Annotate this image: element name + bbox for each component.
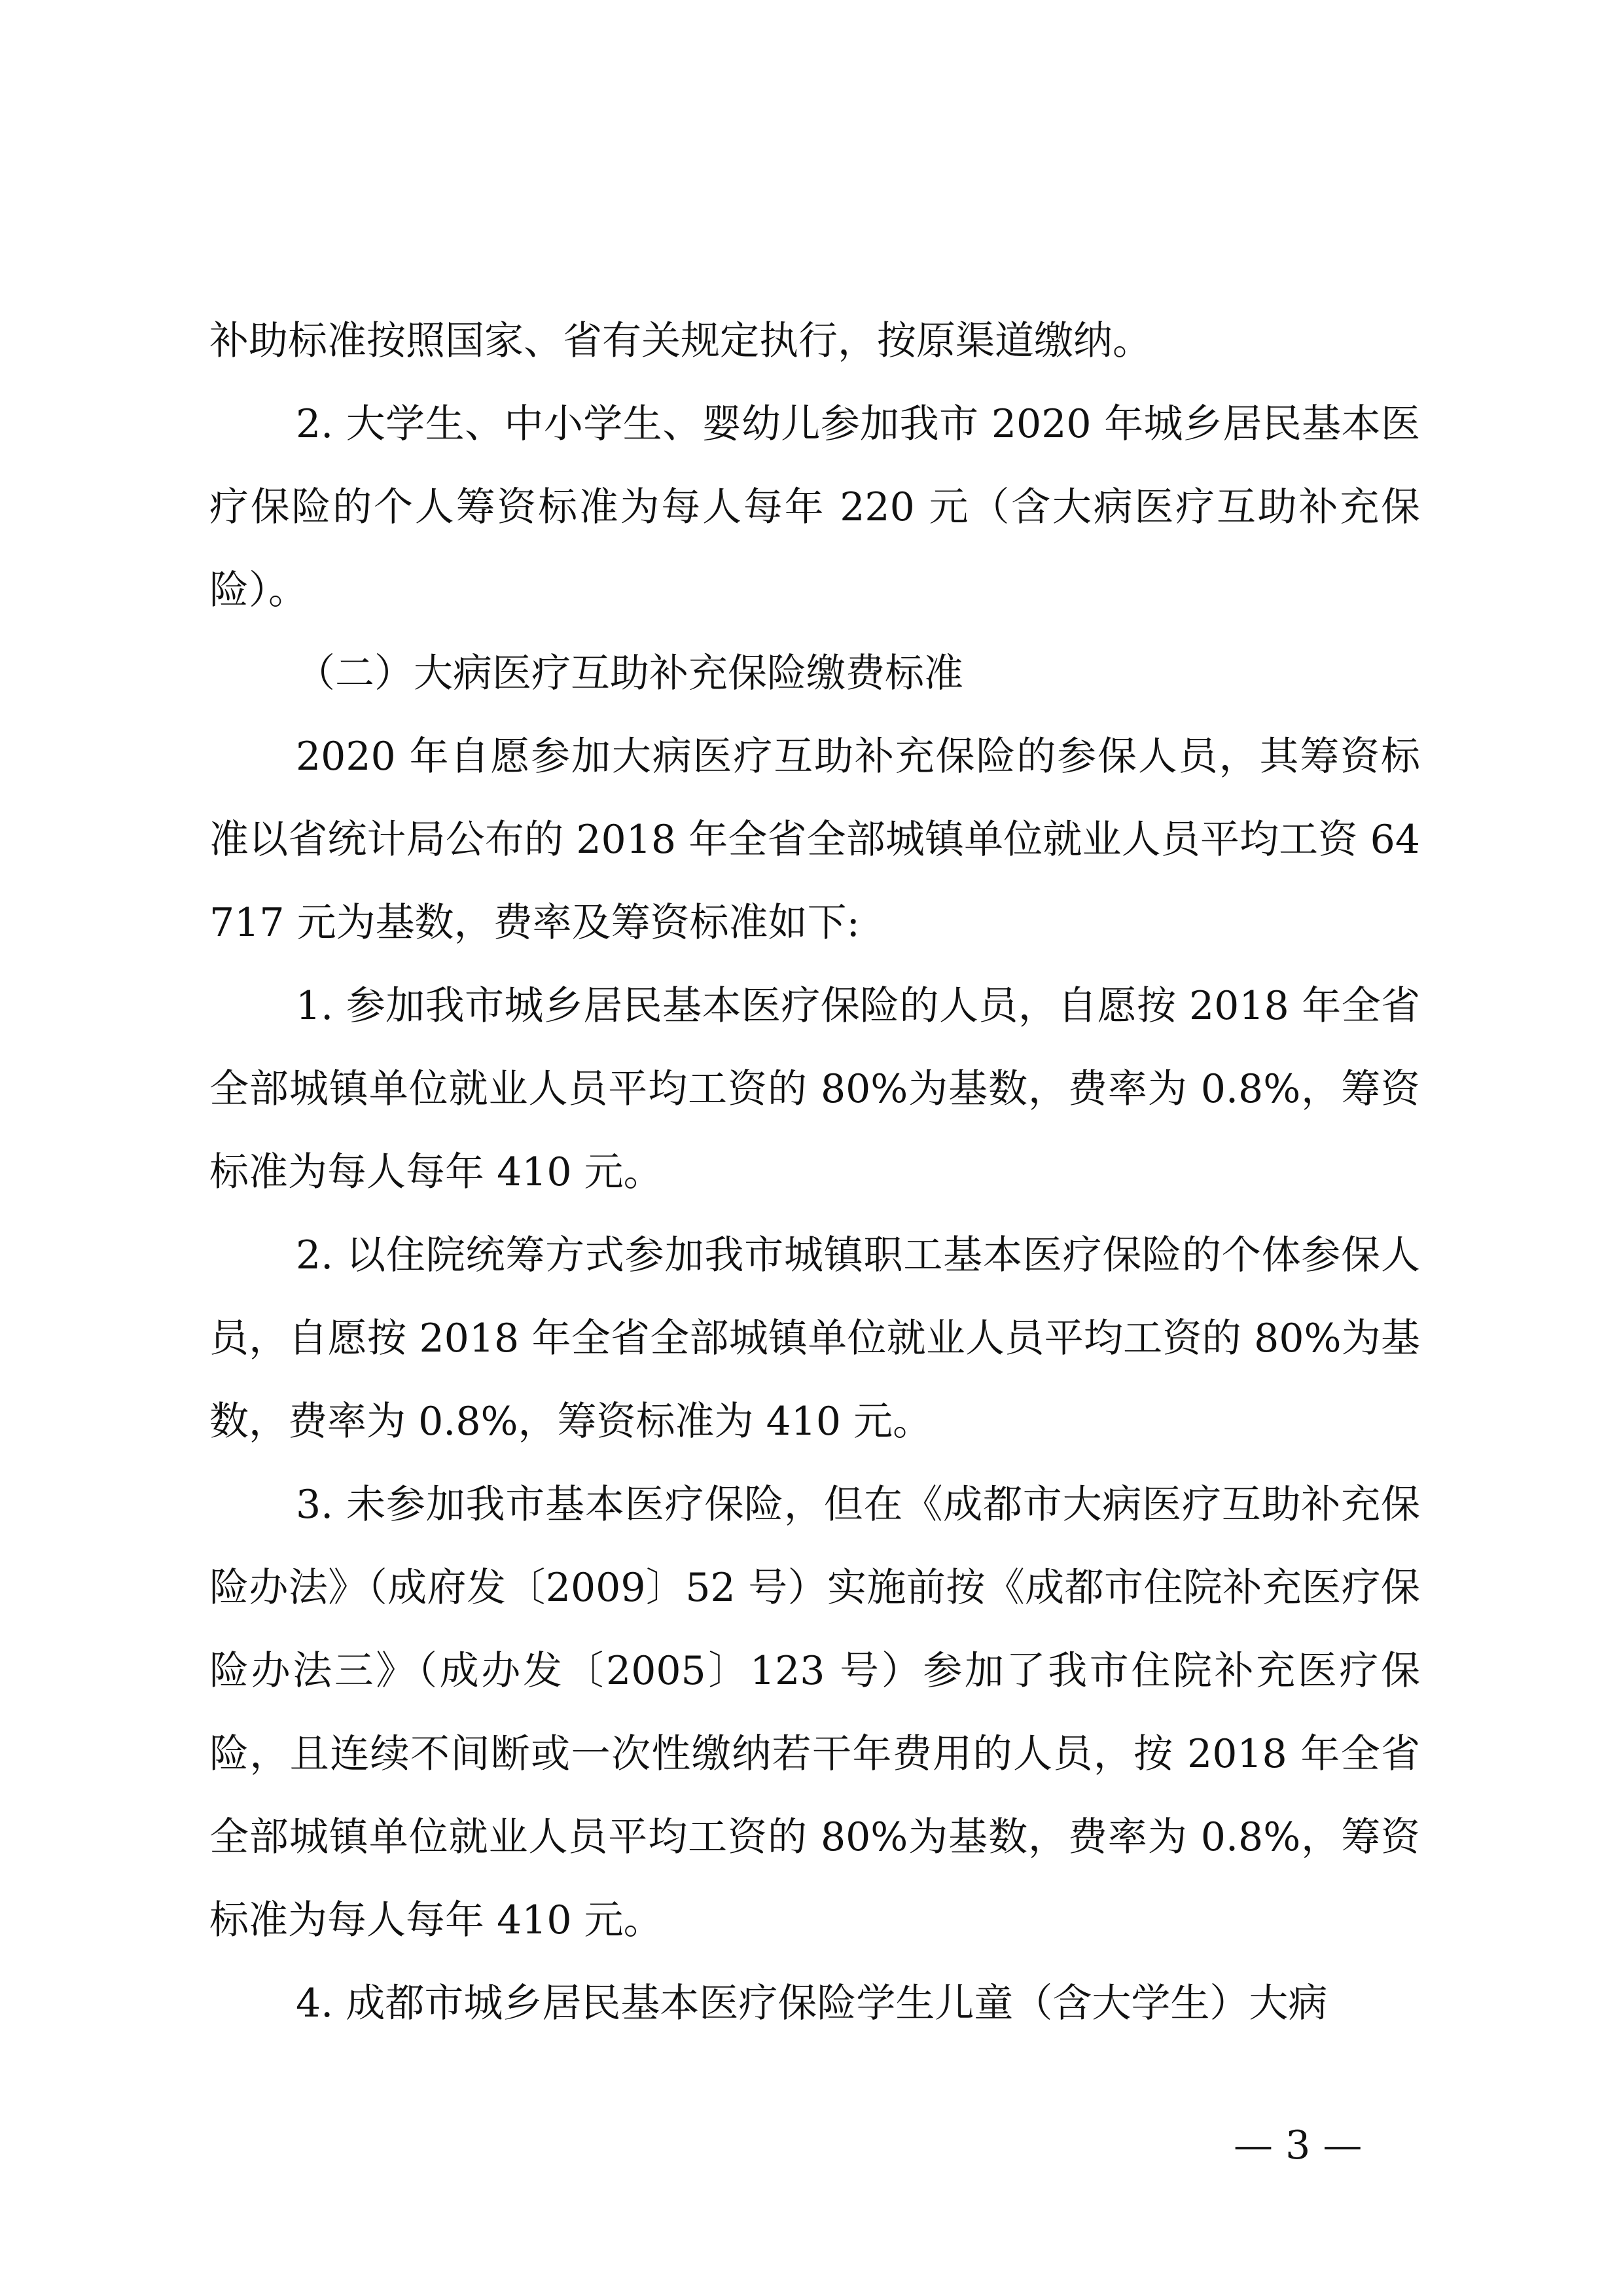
paragraph: 1. 参加我市城乡居民基本医疗保险的人员，自愿按 2018 年全省全部城镇单位就业人员平均工资的 80%为基数，费率为 0.8%，筹资标准为每人每年 410 元。 [209,983,1420,1195]
paragraph: 2. 大学生、中小学生、婴幼儿参加我市 2020 年城乡居民基本医疗保险的个人筹资标准为每人每年 220 元（含大病医疗互助补充保险）。 [209,401,1420,613]
paragraph: 补助标准按照国家、省有关规定执行，按原渠道缴纳。 [209,318,1152,364]
section-heading: （二）大病医疗互助补充保险缴费标准 [296,651,963,696]
paragraph: 2020 年自愿参加大病医疗互助补充保险的参保人员，其筹资标准以省统计局公布的 2018 年全省全部城镇单位就业人员平均工资 64717 元为基数，费率及筹资标准如下: [209,734,1420,946]
paragraph: 2. 以住院统筹方式参加我市城镇职工基本医疗保险的个体参保人员，自愿按 2018 年全省全部城镇单位就业人员平均工资的 80%为基数，费率为 0.8%，筹资标准为 410 元。 [209,1232,1420,1444]
paragraph: 3. 未参加我市基本医疗保险，但在《成都市大病医疗互助补充保险办法》（成府发〔2009〕52 号）实施前按《成都市住院补充医疗保险办法三》（成办发〔2005〕123 号）参加了我市住院补充医疗保险，且连续不间断或一次性缴纳若干年费用的人员，按 2018 年全省全部城镇单位就业人员平均工资的 80%为基数，费率为 0.8%，筹资标准为每人每年 410 元。 [209,1482,1420,1943]
page-number: — 3 — [1234,2123,1363,2168]
document-body [209,300,1420,2045]
paragraph: 4. 成都市城乡居民基本医疗保险学生儿童（含大学生）大病 [296,1981,1328,2026]
